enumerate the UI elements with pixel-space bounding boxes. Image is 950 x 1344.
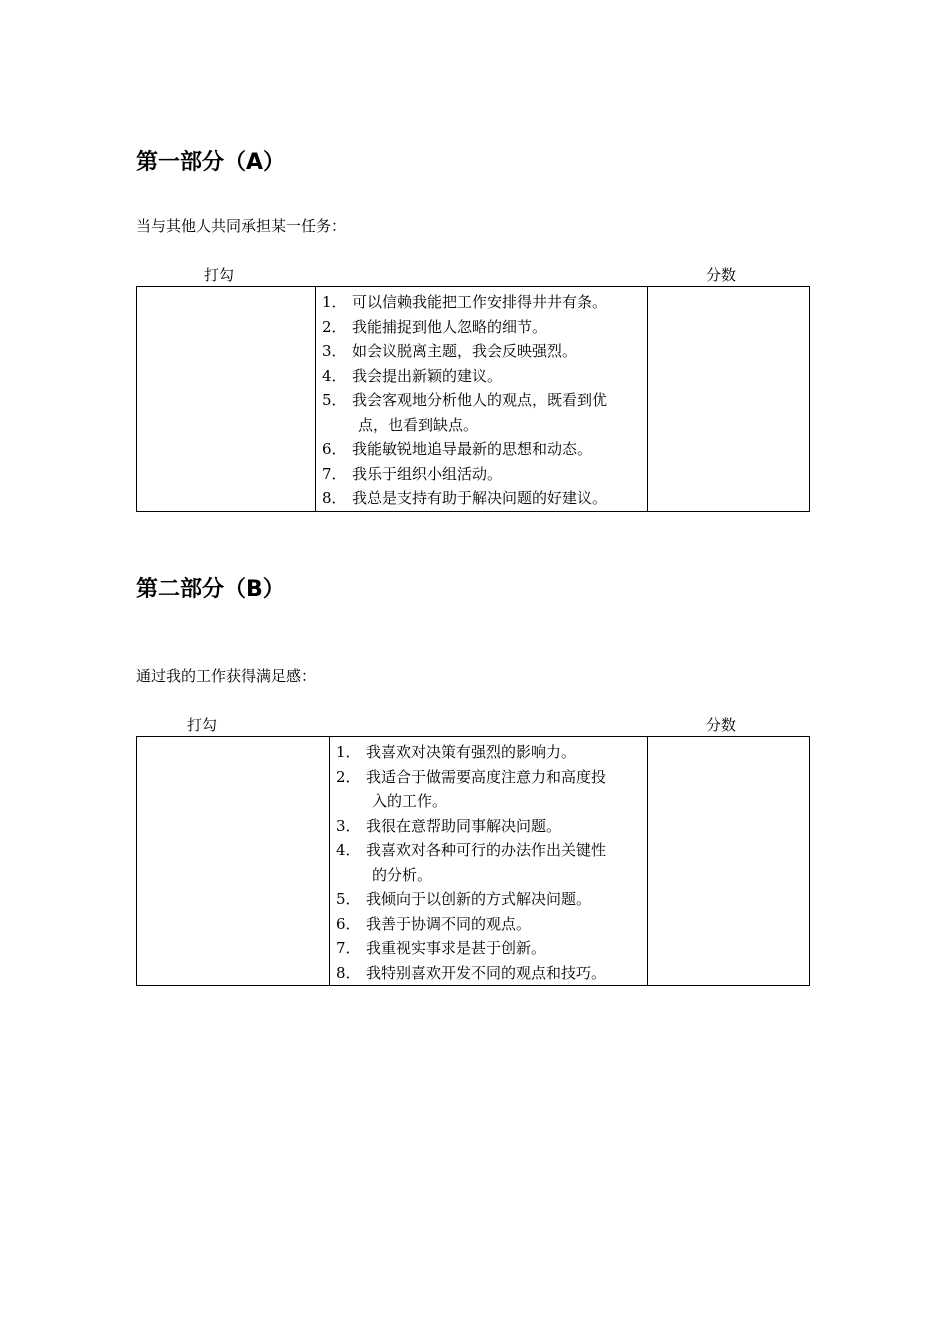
question-text: 可以信赖我能把工作安排得井井有条。 bbox=[352, 293, 608, 311]
question-text-wrap bbox=[352, 388, 643, 437]
question-text-wrap bbox=[366, 936, 643, 961]
question-text: 我适合于做需要高度注意力和高度投 bbox=[366, 767, 607, 786]
question-item bbox=[336, 740, 643, 765]
question-number: 2． bbox=[322, 317, 347, 336]
question-text-wrap bbox=[366, 814, 643, 839]
question-text: 我总是支持有助于解决问题的好建议。 bbox=[352, 489, 608, 507]
question-number: 3． bbox=[322, 342, 347, 360]
question-number: 7． bbox=[336, 939, 361, 957]
question-item bbox=[322, 290, 643, 315]
question-text: 我会客观地分析他人的观点，既看到优 bbox=[352, 391, 608, 409]
question-number: 7． bbox=[322, 464, 347, 483]
question-text-wrap bbox=[352, 315, 643, 340]
question-item bbox=[322, 437, 643, 462]
question-number: 1． bbox=[336, 743, 361, 761]
question-text: 我善于协调不同的观点。 bbox=[366, 914, 532, 933]
question-item bbox=[322, 388, 643, 437]
question-text-wrap bbox=[366, 740, 643, 765]
section-b-check-header: 打勾 bbox=[187, 716, 218, 734]
question-text-wrap bbox=[352, 290, 643, 315]
question-text: 我特别喜欢开发不同的观点和技巧。 bbox=[366, 963, 607, 982]
question-number: 8． bbox=[336, 963, 361, 982]
section-a-check-header: 打勾 bbox=[204, 266, 235, 284]
section-b-items-cell bbox=[330, 737, 648, 986]
question-text-wrap bbox=[352, 486, 643, 511]
question-text: 我能捕捉到他人忽略的细节。 bbox=[352, 317, 548, 336]
question-number: 6． bbox=[336, 914, 361, 933]
question-number: 5． bbox=[336, 890, 361, 908]
question-number: 3． bbox=[336, 816, 361, 835]
section-b-item-list bbox=[330, 737, 647, 985]
question-text-wrap bbox=[352, 462, 643, 487]
question-item bbox=[336, 814, 643, 839]
section-a-table bbox=[136, 286, 810, 512]
question-number: 8． bbox=[322, 489, 347, 507]
section-a-heading: 第一部分（A） bbox=[136, 150, 286, 175]
question-item bbox=[322, 486, 643, 511]
question-item bbox=[336, 765, 643, 814]
section-a-items-cell bbox=[316, 287, 648, 512]
question-item bbox=[336, 887, 643, 912]
question-item bbox=[336, 961, 643, 986]
question-number: 4． bbox=[336, 841, 361, 859]
question-text: 我乐于组织小组活动。 bbox=[352, 464, 503, 483]
question-text-continued: 入的工作。 bbox=[372, 792, 448, 810]
question-item bbox=[336, 936, 643, 961]
question-text-wrap bbox=[352, 437, 643, 462]
question-text-continued: 的分析。 bbox=[372, 865, 433, 884]
question-text-wrap bbox=[366, 912, 643, 937]
question-text: 如会议脱离主题，我会反映强烈。 bbox=[352, 342, 578, 360]
section-b-score-cell[interactable] bbox=[648, 737, 810, 986]
question-item bbox=[322, 339, 643, 364]
question-item bbox=[322, 315, 643, 340]
section-a-intro: 当与其他人共同承担某一任务： bbox=[136, 217, 347, 235]
question-text-wrap bbox=[366, 887, 643, 912]
question-item bbox=[322, 364, 643, 389]
question-item bbox=[336, 912, 643, 937]
section-b-intro: 通过我的工作获得满足感： bbox=[136, 667, 317, 685]
question-text: 我倾向于以创新的方式解决问题。 bbox=[366, 890, 592, 908]
section-b-heading: 第二部分（B） bbox=[136, 577, 285, 602]
question-text: 我会提出新颖的建议。 bbox=[352, 366, 503, 385]
section-b-table bbox=[136, 736, 810, 986]
question-item bbox=[336, 838, 643, 887]
question-text-wrap bbox=[366, 961, 643, 986]
question-text: 我重视实事求是甚于创新。 bbox=[366, 939, 547, 957]
question-text-wrap bbox=[366, 838, 643, 887]
section-a-score-cell[interactable] bbox=[648, 287, 810, 512]
section-a-item-list bbox=[316, 287, 647, 511]
section-b-check-cell[interactable] bbox=[137, 737, 330, 986]
question-text: 我喜欢对决策有强烈的影响力。 bbox=[366, 743, 577, 761]
question-number: 1． bbox=[322, 293, 347, 311]
section-b-score-header: 分数 bbox=[706, 716, 737, 734]
section-a-check-cell[interactable] bbox=[137, 287, 316, 512]
question-number: 5． bbox=[322, 391, 347, 409]
question-item bbox=[322, 462, 643, 487]
section-a-score-header: 分数 bbox=[706, 266, 737, 284]
question-number: 2． bbox=[336, 767, 361, 786]
question-number: 6． bbox=[322, 440, 347, 458]
question-text: 我能敏锐地追导最新的思想和动态。 bbox=[352, 440, 593, 458]
question-text-wrap bbox=[352, 339, 643, 364]
question-text: 我喜欢对各种可行的办法作出关键性 bbox=[366, 841, 607, 859]
question-text-wrap bbox=[352, 364, 643, 389]
question-text: 我很在意帮助同事解决问题。 bbox=[366, 816, 562, 835]
question-number: 4． bbox=[322, 366, 347, 385]
question-text-wrap bbox=[366, 765, 643, 814]
question-text-continued: 点，也看到缺点。 bbox=[358, 415, 479, 434]
